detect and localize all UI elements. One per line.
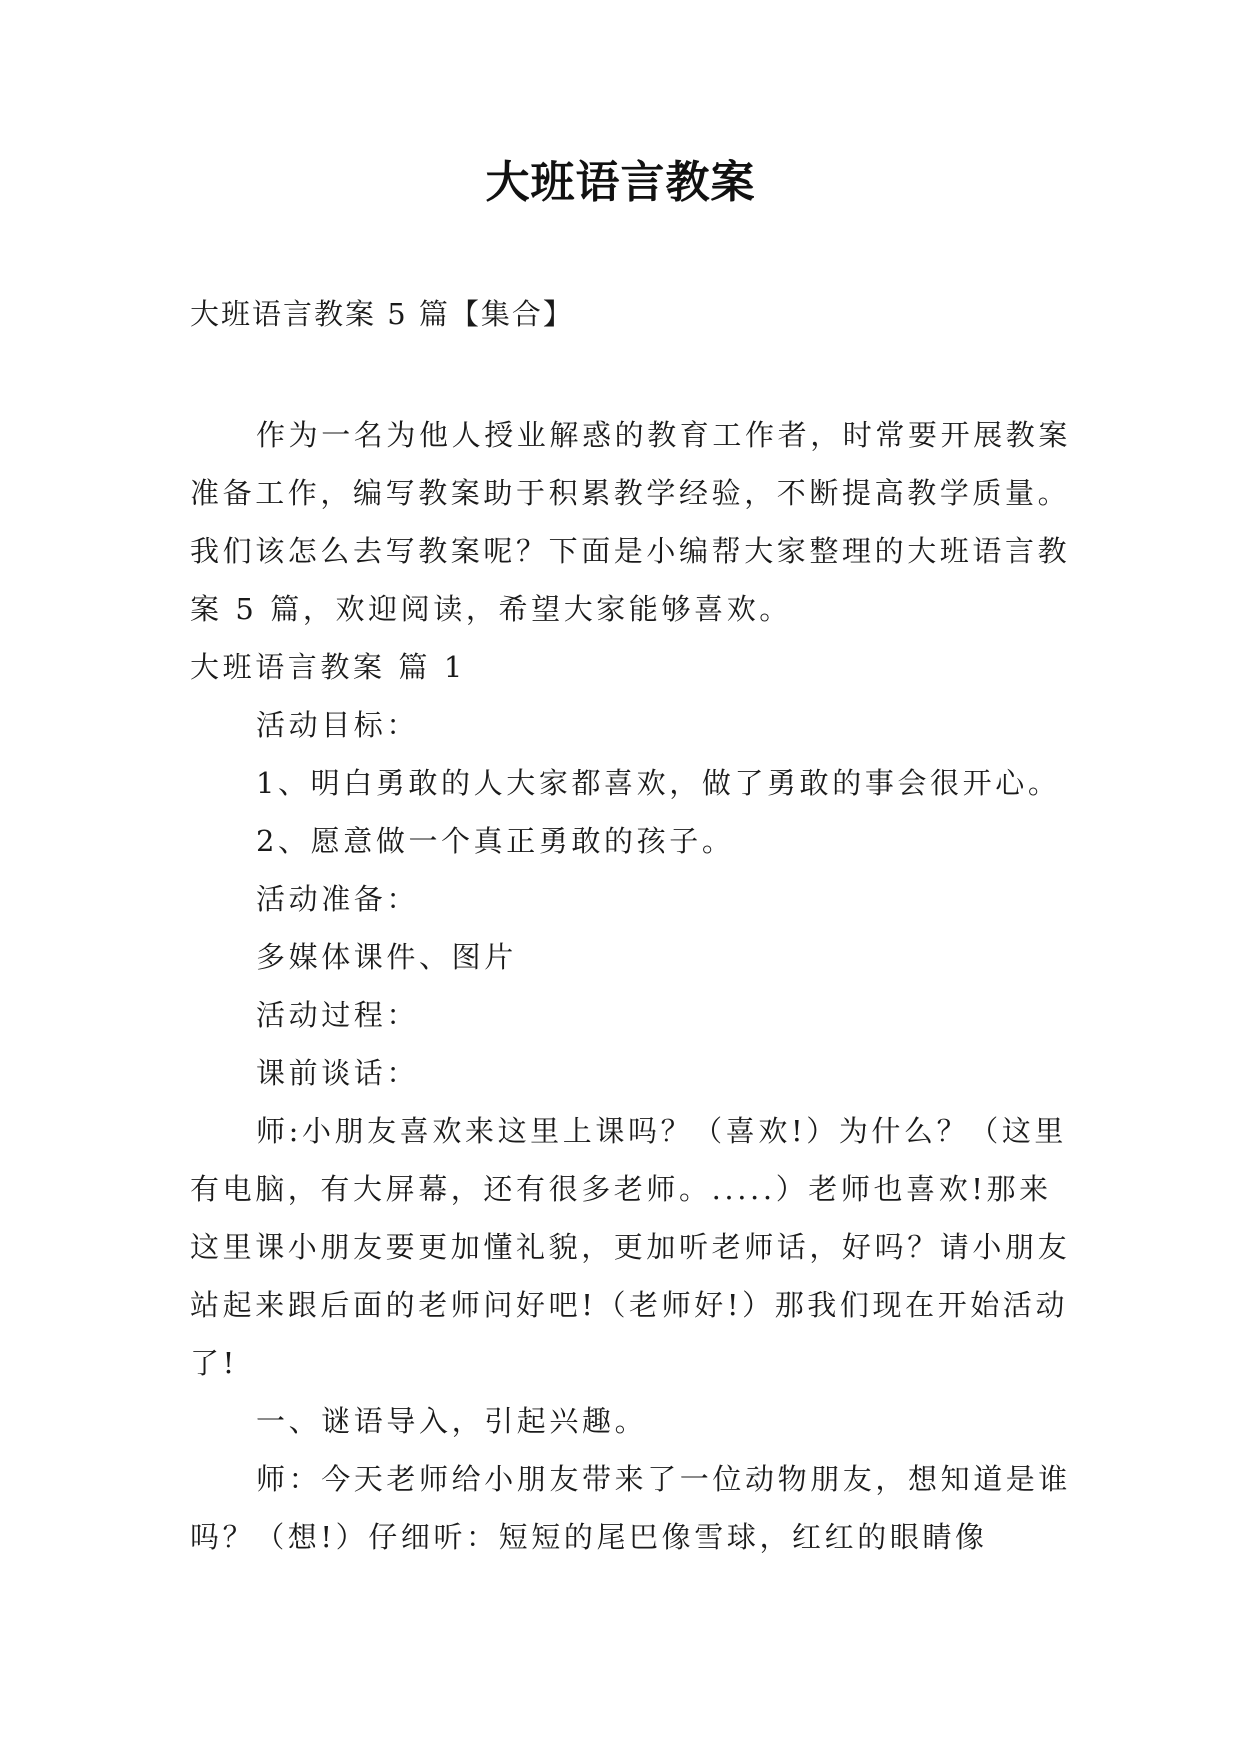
- teacher-riddle-paragraph: 师：今天老师给小朋友带来了一位动物朋友，想知道是谁吗？（想!）仔细听：短短的尾巴像雪球，红红的眼睛像: [190, 1462, 1072, 1554]
- goal-item-2: 2、愿意做一个真正勇敢的孩子。: [256, 824, 735, 858]
- goal-item-1: 1、明白勇敢的人大家都喜欢，做了勇敢的事会很开心。: [256, 766, 1061, 800]
- activity-prep-item: 多媒体课件、图片: [256, 940, 517, 974]
- activity-goals-label: 活动目标：: [256, 708, 420, 742]
- teacher-dialogue-paragraph: 师:小朋友喜欢来这里上课吗？（喜欢!）为什么？（这里有电脑，有大屏幕，还有很多老师。.....）老师也喜欢!那来这里课小朋友要更加懂礼貌，更加听老师话，好吗？请小朋友站起来跟后面的老师问好吧!（老师好!）那我们现在开始活动了!: [190, 1114, 1071, 1380]
- document-body: [190, 406, 1080, 1566]
- activity-process-label: 活动过程：: [256, 998, 420, 1032]
- document-title: 大班语言教案: [485, 157, 756, 208]
- document-subtitle: 大班语言教案 5 篇【集合】: [190, 297, 574, 331]
- step-one-heading: 一、谜语导入，引起兴趣。: [256, 1404, 648, 1438]
- intro-paragraph: 作为一名为他人授业解惑的教育工作者，时常要开展教案准备工作，编写教案助于积累教学经验，不断提高教学质量。我们该怎么去写教案呢？下面是小编帮大家整理的大班语言教案 5 篇，欢迎阅读，希望大家能够喜欢。: [190, 418, 1072, 626]
- section-heading: 大班语言教案 篇 1: [190, 650, 466, 684]
- pre-class-talk-label: 课前谈话：: [256, 1056, 420, 1090]
- activity-prep-label: 活动准备：: [256, 882, 420, 916]
